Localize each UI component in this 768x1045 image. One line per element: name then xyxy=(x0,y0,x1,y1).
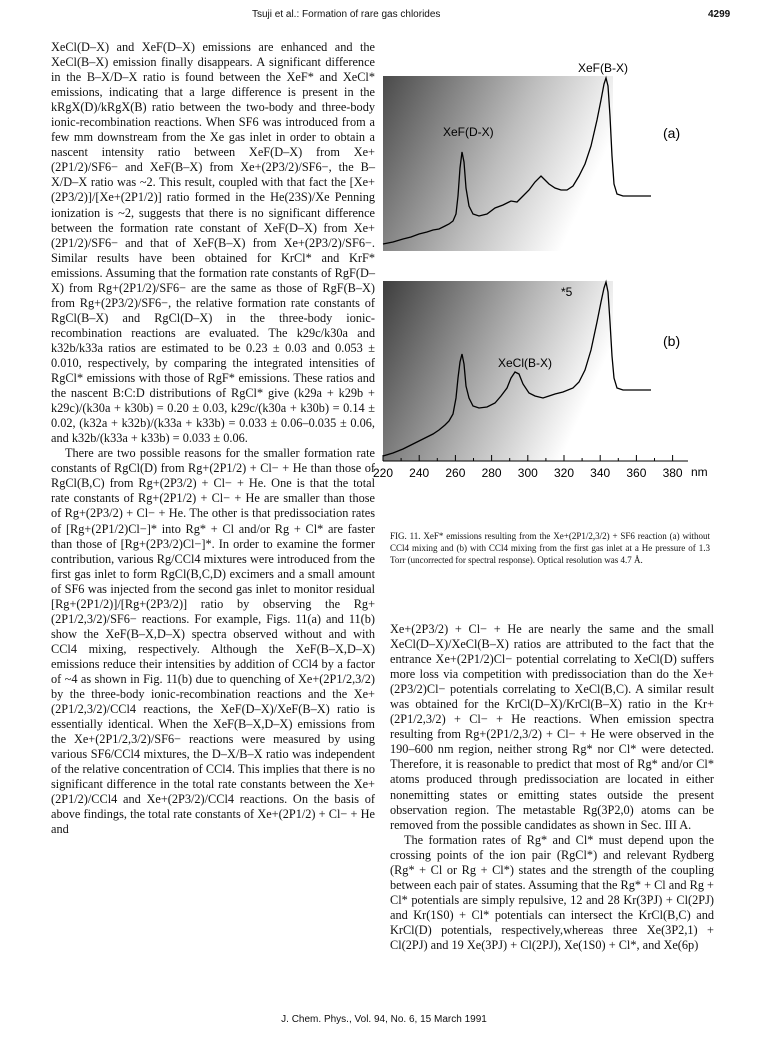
page-number: 4299 xyxy=(708,9,731,20)
x-tick-label: 360 xyxy=(626,466,647,480)
figure-caption: FIG. 11. XeF* emissions resulting from the Xe+(2P1/2,3/2) + SF6 reaction (a) without CCl4 mixing and (b) with CCl4 mixing from the first gas inlet at a He pressure of 1.3 Torr (uncorrected for spectral response). Optical resolution was 4.7 Å. xyxy=(390,531,710,565)
paragraph: Xe+(2P3/2) + Cl− + He are nearly the same and the small XeCl(D–X)/XeCl(B–X) ratios are attributed to the fact that the entrance Xe+(2P1/2)Cl− potential correlating to XeCl(D) suffers more loss via competition with predissociation than do the Xe+(2P3/2)Cl− potentials correlating to XeCl(B,C). A similar result was obtained for the KrCl(D–X)/KrCl(B–X) ratio in the Kr+(2P1/2,3/2) + Cl− + He reactions. When emission spectra resulting from Rg+(2P1/2,3/2) + Cl− + He were observed in the 190–600 nm region, neither strong Rg* nor Cl* were detected. Therefore, it is reasonable to predict that most of Rg* and/or Cl* atoms produced through predissociation are located in either nonemitting states or emitting states outside the present observation region. The metastable Rg(3P2,0) atoms can be removed from the possible candidates as shown in Sec. III A. xyxy=(390,622,714,832)
scale-label: *5 xyxy=(561,285,573,299)
paragraph: There are two possible reasons for the smaller formation rate constants of RgCl(D) from Rg+(2P1/2) + Cl− + He than those of RgCl(B,C) from Rg+(2P3/2) + Cl− + He. One is that the total rate constants of Rg+(2P1/2) + Cl− + He are smaller than those of Rg+(2P3/2) + Cl− + He. The other is that predissociation rates of [Rg+(2P1/2)Cl−]* into Rg* + Cl and/or Rg + Cl* are faster than those of [Rg+(2P3/2)Cl−]*. In order to examine the former contribution, various Rg/CCl4 mixtures were introduced from the first gas inlet to form RgCl(B,C,D) excimers and a small amount of SF6 was injected from the second gas inlet to monitor residual [Rg+(2P1/2)]/[Rg+(2P3/2)] ratio by observing the Rg+(2P1/2,3/2)/SF6− reactions. For example, Figs. 11(a) and 11(b) show the XeF(B–X,D–X) spectra observed without and with CCl4 mixing, respectively. Although the XeF(B–X,D–X) emissions reduce their intensities by addition of CCl4 by a factor of ~4 as shown in Fig. 11(b) due to quenching of Xe+(2P1/2,3/2) by the three-body ionic-recombination reactions and the Xe+(2P1/2,3/2)/CCl4 reactions, the XeF(D–X)/XeF(B–X) ratio is essentially identical. When the XeF(B–X,D–X) emissions from the Xe+(2P1/2,3/2)/SF6− reactions were measured by using various SF6/CCl4 mixtures, the D–X/B–X ratio was independent of the relative concentration of CCl4. This implies that there is no significant difference in the total rate constants between the Xe+(2P1/2)/CCl4 and Xe+(2P3/2)/CCl4 reactions. On the basis of above findings, the total rate constants of Xe+(2P1/2) + Cl− + He and xyxy=(51,446,375,837)
peak-label-xecl-b-x: XeCl(B-X) xyxy=(498,356,553,370)
panel-b-label: (b) xyxy=(663,333,681,349)
panel-b-background xyxy=(383,281,613,461)
x-axis-tick-labels xyxy=(373,466,683,480)
panel-a-background xyxy=(383,76,613,251)
left-column xyxy=(51,40,375,837)
right-column xyxy=(390,622,714,953)
x-tick-label: 300 xyxy=(517,466,538,480)
x-tick-label: 280 xyxy=(481,466,502,480)
x-tick-label: 340 xyxy=(590,466,611,480)
peak-label-xef-d-x: XeF(D-X) xyxy=(443,125,494,139)
journal-footer: J. Chem. Phys., Vol. 94, No. 6, 15 March 1991 xyxy=(281,1014,487,1025)
x-axis-unit: nm xyxy=(691,465,708,479)
peak-label-xef-b-x: XeF(B-X) xyxy=(577,61,629,75)
x-tick-label: 380 xyxy=(662,466,683,480)
x-tick-label: 260 xyxy=(445,466,466,480)
paragraph: The formation rates of Rg* and Cl* must depend upon the crossing points of the ion pair (RgCl*) and relevant Rydberg (Rg* + Cl or Rg + Cl*) states and the strength of the coupling between each pair of states. Assuming that the Rg* + Cl and Rg + Cl* potentials are simply repulsive, 12 and 28 Kr(3PJ) + Cl(2PJ) and Kr(1S0) + Cl* potentials can intersect the KrCl(B,C) and KrCl(D) potentials, respectively,whereas three Xe(3P2,1) + Cl(2PJ) and 19 Xe(3PJ) + Cl(2PJ), Xe(1S0) + Cl*, and Xe(6p) xyxy=(390,832,714,952)
figure-11 xyxy=(372,56,718,516)
paragraph: XeCl(D–X) and XeF(D–X) emissions are enhanced and the XeCl(B–X) emission finally disappears. A significant difference in the B–X/D–X ratio is found between the XeF* and XeCl* emissions, indicating that a large difference is present in the kRgX(D)/kRgX(B) ratio between the two-body and three-body ionic-recombination reactions. When SF6 was introduced from a few mm downstream from the Xe gas inlet in order to obtain a nascent intensity ratio between XeF(D–X) from Xe+(2P1/2)/SF6− and XeF(B–X) from Xe+(2P3/2)/SF6−, the B–X/D–X ratio was ~2. This result, coupled with that fact the [Xe+(2P3/2)]/[Xe+(2P1/2)] ratio formed in the He(23S)/Xe Penning ionization is ~2, suggests that there is no significant difference between the formation rate constant of XeF(D–X) from Xe+(2P1/2)/SF6− and that of XeF(B–X) from Xe+(2P3/2)/SF6−. Similar results have been obtained for KrCl* and KrF* emissions. Assuming that the formation rate constants of RgF(D–X) from Rg+(2P1/2)/SF6− are the same as those of RgF(B–X) from Rg+(2P3/2)/SF6−, the relative formation rate constants of RgCl(B–X) and RgCl(D–X) in the three-body ionic-recombination reactions are evaluated. The k29c/k30a and k32b/k33a ratios are estimated to be 0.23 ± 0.03 and 0.053 ± 0.010, respectively, by comparing the integrated intensities of RgCl* emissions with those of RgF* emissions. These ratios and the nascent B:C:D distributions of RgCl* give (k29a + k29b + k29c)/(k30a + k30b) = 0.20 ± 0.03, k29c/(k30a + k30b) = 0.14 ± 0.02, (k32a + k32b)/(k33a + k33b) = 0.033 ± 0.06–0.035 ± 0.06, and k32b/(k33a + k33b) = 0.033 ± 0.06. xyxy=(51,40,375,446)
x-tick-label: 320 xyxy=(553,466,575,480)
panel-a-label: (a) xyxy=(663,125,681,141)
x-tick-label: 220 xyxy=(372,466,394,480)
running-title: Tsuji et al.: Formation of rare gas chlorides xyxy=(252,9,441,20)
x-tick-label: 240 xyxy=(409,466,430,480)
